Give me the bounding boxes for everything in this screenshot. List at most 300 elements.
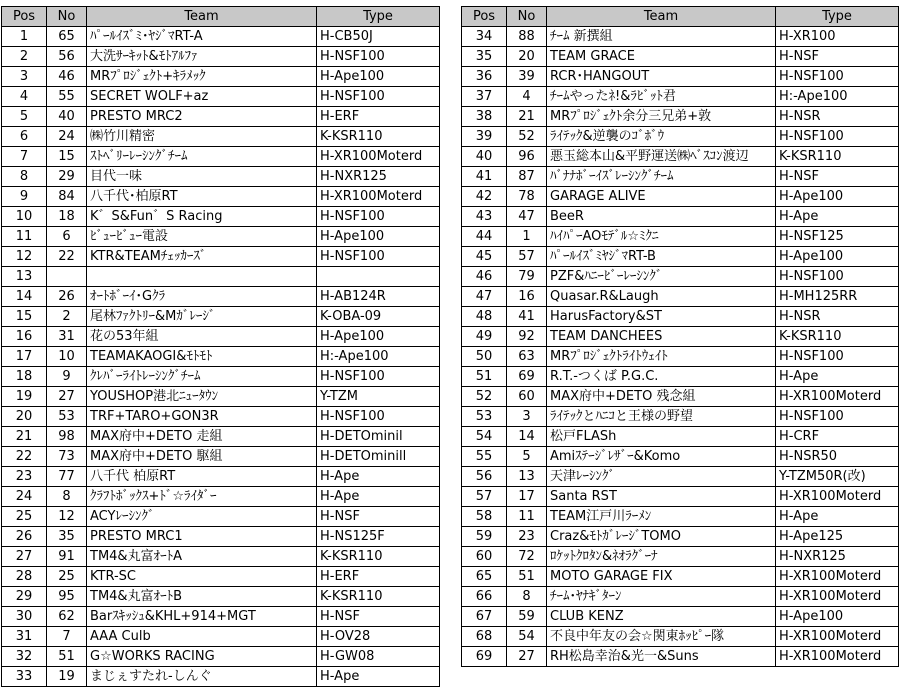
cell-team: ﾁｰﾑ･ﾔﾅｷﾞﾀｰﾝ	[547, 587, 776, 607]
cell-no: 11	[507, 507, 547, 527]
cell-team: HarusFactory&ST	[547, 307, 776, 327]
cell-pos: 14	[2, 287, 47, 307]
table-row	[2, 307, 440, 327]
cell-pos: 68	[462, 627, 507, 647]
cell-no: 3	[507, 407, 547, 427]
cell-pos: 18	[2, 367, 47, 387]
cell-no: 17	[507, 487, 547, 507]
cell-no: 7	[47, 627, 87, 647]
cell-no: 40	[47, 107, 87, 127]
cell-type: H-Ape	[317, 667, 440, 687]
table-row	[2, 127, 440, 147]
cell-no: 27	[507, 647, 547, 667]
table-row	[2, 107, 440, 127]
cell-type: H:-Ape100	[317, 347, 440, 367]
cell-no: 63	[507, 347, 547, 367]
cell-type: H-NSF125	[776, 227, 899, 247]
cell-pos: 54	[462, 427, 507, 447]
cell-pos: 12	[2, 247, 47, 267]
cell-pos: 41	[462, 167, 507, 187]
cell-type: H-XR100Moterd	[776, 567, 899, 587]
cell-pos: 66	[462, 587, 507, 607]
cell-no: 51	[47, 647, 87, 667]
table-row	[2, 627, 440, 647]
table-row	[2, 87, 440, 107]
cell-no: 22	[47, 247, 87, 267]
cell-type: H-Ape100	[317, 227, 440, 247]
cell-pos: 46	[462, 267, 507, 287]
cell-team: MAX府中+DETO 残念組	[547, 387, 776, 407]
cell-pos: 21	[2, 427, 47, 447]
cell-pos: 44	[462, 227, 507, 247]
table-row	[462, 347, 899, 367]
table-row	[462, 167, 899, 187]
cell-pos: 40	[462, 147, 507, 167]
cell-team: まじぇすたれ-しんぐ	[87, 667, 317, 687]
table-body-right	[462, 27, 899, 667]
cell-pos: 39	[462, 127, 507, 147]
cell-no: 52	[507, 127, 547, 147]
cell-no: 57	[507, 247, 547, 267]
cell-pos: 10	[2, 207, 47, 227]
cell-no: 18	[47, 207, 87, 227]
cell-team: 花の53年組	[87, 327, 317, 347]
cell-type: H-XR100	[776, 27, 899, 47]
cell-team: ﾁｰﾑ 新撰組	[547, 27, 776, 47]
cell-team: ㈱竹川精密	[87, 127, 317, 147]
cell-team: Barｽｷｯｼｭ&KHL+914+MGT	[87, 607, 317, 627]
cell-pos: 27	[2, 547, 47, 567]
cell-no: 15	[47, 147, 87, 167]
table-row	[2, 327, 440, 347]
cell-no: 78	[507, 187, 547, 207]
cell-type: H-Ape100	[317, 67, 440, 87]
cell-team: ﾁｰﾑやったﾈ!&ﾗﾋﾞｯﾄ君	[547, 87, 776, 107]
cell-team: ﾊﾞﾅﾅﾎﾞｰｲｽﾞﾚｰｼﾝｸﾞﾁｰﾑ	[547, 167, 776, 187]
cell-team: CLUB KENZ	[547, 607, 776, 627]
cell-type: H-XR100Moterd	[317, 187, 440, 207]
table-row	[2, 347, 440, 367]
table-row	[462, 407, 899, 427]
cell-type: H-Ape	[776, 207, 899, 227]
cell-type: H:-Ape100	[776, 87, 899, 107]
cell-no: 55	[47, 87, 87, 107]
cell-team: ﾗｲﾃｯｸとﾊﾆｺと王様の野望	[547, 407, 776, 427]
cell-team: ﾊﾟｰﾙｲｽﾞﾐﾔｼﾞﾏRT-B	[547, 247, 776, 267]
cell-no: 91	[47, 547, 87, 567]
table-row	[2, 667, 440, 687]
cell-no: 25	[47, 567, 87, 587]
cell-no: 10	[47, 347, 87, 367]
cell-team: 不良中年友の会☆関東ﾎｯﾋﾟｰ隊	[547, 627, 776, 647]
table-row	[462, 587, 899, 607]
cell-team: ﾊﾟｰﾙｲｽﾞﾐ･ﾔｼﾞﾏRT-A	[87, 27, 317, 47]
table-body-left	[2, 27, 440, 687]
cell-pos: 1	[2, 27, 47, 47]
cell-no: 5	[507, 447, 547, 467]
cell-pos: 5	[2, 107, 47, 127]
table-row	[2, 67, 440, 87]
cell-pos: 52	[462, 387, 507, 407]
cell-type: H-NSF100	[776, 407, 899, 427]
cell-type: H-XR100Moterd	[776, 647, 899, 667]
cell-pos: 7	[2, 147, 47, 167]
table-row	[2, 27, 440, 47]
cell-pos: 16	[2, 327, 47, 347]
cell-no: 47	[507, 207, 547, 227]
table-row	[462, 27, 899, 47]
table-row	[2, 187, 440, 207]
cell-type: H-DETOminil	[317, 427, 440, 447]
cell-no: 6	[47, 227, 87, 247]
table-row	[2, 247, 440, 267]
cell-type: H-CRF	[776, 427, 899, 447]
cell-pos: 67	[462, 607, 507, 627]
table-row	[462, 227, 899, 247]
cell-type: H-XR100Moterd	[776, 627, 899, 647]
cell-type: H-Ape100	[776, 607, 899, 627]
table-row	[462, 387, 899, 407]
cell-type: H-NXR125	[776, 547, 899, 567]
cell-type: H-Ape100	[776, 247, 899, 267]
cell-pos: 53	[462, 407, 507, 427]
cell-type: H-NSF100	[776, 67, 899, 87]
cell-pos: 50	[462, 347, 507, 367]
cell-no: 54	[507, 627, 547, 647]
table-row	[462, 127, 899, 147]
cell-no: 21	[507, 107, 547, 127]
header-no: No	[47, 7, 87, 27]
cell-team: TEAMAKAOGI&ﾓﾄﾓﾄ	[87, 347, 317, 367]
table-row	[2, 567, 440, 587]
cell-pos: 35	[462, 47, 507, 67]
cell-team: 目代一味	[87, 167, 317, 187]
cell-no: 9	[47, 367, 87, 387]
cell-no: 24	[47, 127, 87, 147]
cell-no: 13	[507, 467, 547, 487]
cell-pos: 47	[462, 287, 507, 307]
cell-team: KTR-SC	[87, 567, 317, 587]
cell-type: H-ERF	[317, 107, 440, 127]
cell-no: 95	[47, 587, 87, 607]
table-row	[2, 507, 440, 527]
cell-type: H-DETOminill	[317, 447, 440, 467]
cell-team: MAX府中+DETO 駆組	[87, 447, 317, 467]
cell-type: H-NSF100	[776, 347, 899, 367]
table-row	[462, 267, 899, 287]
cell-pos: 24	[2, 487, 47, 507]
table-row	[462, 647, 899, 667]
cell-no: 35	[47, 527, 87, 547]
cell-no: 23	[507, 527, 547, 547]
cell-type: H-NSR	[776, 307, 899, 327]
cell-type: H-NXR125	[317, 167, 440, 187]
header-row	[462, 7, 899, 27]
table-row	[2, 447, 440, 467]
cell-team: 尾林ﾌｧｸﾄﾘｰ&Mｶﾞﾚｰｼﾞ	[87, 307, 317, 327]
cell-team: PRESTO MRC2	[87, 107, 317, 127]
cell-type: K-KSR110	[317, 127, 440, 147]
cell-type: H-XR100Moterd	[776, 487, 899, 507]
cell-pos: 26	[2, 527, 47, 547]
cell-pos: 29	[2, 587, 47, 607]
cell-no: 72	[507, 547, 547, 567]
cell-team: PRESTO MRC1	[87, 527, 317, 547]
cell-no: 65	[47, 27, 87, 47]
cell-type: H-NSF	[317, 507, 440, 527]
cell-pos: 42	[462, 187, 507, 207]
cell-type: H-XR100Moterd	[776, 587, 899, 607]
cell-pos: 3	[2, 67, 47, 87]
cell-type: H-AB124R	[317, 287, 440, 307]
cell-team	[87, 267, 317, 287]
table-row	[2, 427, 440, 447]
cell-type: H-Ape	[776, 367, 899, 387]
table-row	[2, 527, 440, 547]
cell-pos: 2	[2, 47, 47, 67]
cell-pos: 31	[2, 627, 47, 647]
cell-pos: 33	[2, 667, 47, 687]
table-row	[2, 587, 440, 607]
cell-team: Quasar.R&Laugh	[547, 287, 776, 307]
cell-no: 14	[507, 427, 547, 447]
cell-pos: 45	[462, 247, 507, 267]
cell-pos: 30	[2, 607, 47, 627]
cell-pos: 36	[462, 67, 507, 87]
table-row	[462, 247, 899, 267]
cell-no: 2	[47, 307, 87, 327]
table-row	[2, 647, 440, 667]
table-row	[2, 267, 440, 287]
cell-pos: 55	[462, 447, 507, 467]
cell-team: TEAM GRACE	[547, 47, 776, 67]
results-table-left	[1, 6, 440, 687]
cell-team: TRF+TARO+GON3R	[87, 407, 317, 427]
header-no: No	[507, 7, 547, 27]
cell-team: GARAGE ALIVE	[547, 187, 776, 207]
cell-pos: 8	[2, 167, 47, 187]
table-row	[2, 547, 440, 567]
cell-pos: 23	[2, 467, 47, 487]
cell-team: BeeR	[547, 207, 776, 227]
cell-pos: 43	[462, 207, 507, 227]
cell-team: MOTO GARAGE FIX	[547, 567, 776, 587]
cell-type: H-Ape100	[776, 187, 899, 207]
cell-type: H-NSF100	[317, 367, 440, 387]
cell-pos: 38	[462, 107, 507, 127]
cell-type: Y-TZM	[317, 387, 440, 407]
cell-pos: 58	[462, 507, 507, 527]
cell-team: MRﾌﾟﾛｼﾞｪｸﾄ+ｷﾗﾒｯｸ	[87, 67, 317, 87]
table-row	[462, 187, 899, 207]
cell-team: YOUSHOP港北ﾆｭｰﾀｳﾝ	[87, 387, 317, 407]
cell-no: 31	[47, 327, 87, 347]
table-row	[462, 627, 899, 647]
cell-no: 46	[47, 67, 87, 87]
table-row	[462, 107, 899, 127]
cell-team: 大洗ｻｰｷｯﾄ&ﾓﾄｱﾙﾌｧ	[87, 47, 317, 67]
table-row	[462, 287, 899, 307]
header-type: Type	[776, 7, 899, 27]
cell-no: 87	[507, 167, 547, 187]
header-pos: Pos	[462, 7, 507, 27]
table-row	[462, 207, 899, 227]
results-table-right	[461, 6, 899, 667]
cell-team: TM4&丸富ｵｰﾄB	[87, 587, 317, 607]
cell-type: H-Ape100	[317, 327, 440, 347]
cell-pos: 60	[462, 547, 507, 567]
table-row	[2, 147, 440, 167]
cell-team: PZF&ﾊﾆｰﾋﾞｰﾚｰｼﾝｸﾞ	[547, 267, 776, 287]
cell-no: 77	[47, 467, 87, 487]
table-row	[462, 427, 899, 447]
cell-type: H-NS125F	[317, 527, 440, 547]
table-row	[462, 47, 899, 67]
cell-team: 八千代･柏原RT	[87, 187, 317, 207]
cell-type	[317, 267, 440, 287]
cell-no: 26	[47, 287, 87, 307]
cell-team: RH松島幸治&光一&Suns	[547, 647, 776, 667]
cell-team: G☆WORKS RACING	[87, 647, 317, 667]
cell-type: H-NSF100	[317, 47, 440, 67]
cell-team: 天津ﾚｰｼﾝｸﾞ	[547, 467, 776, 487]
cell-no: 59	[507, 607, 547, 627]
cell-no: 60	[507, 387, 547, 407]
cell-no: 62	[47, 607, 87, 627]
cell-team: ｽﾄﾍﾞﾘｰﾚｰｼﾝｸﾞﾁｰﾑ	[87, 147, 317, 167]
header-pos: Pos	[2, 7, 47, 27]
table-row	[462, 447, 899, 467]
cell-team: ｸﾚﾊﾞｰﾗｲﾄﾚｰｼﾝｸﾞﾁｰﾑ	[87, 367, 317, 387]
cell-pos: 15	[2, 307, 47, 327]
cell-type: H-NSF100	[317, 407, 440, 427]
cell-type: H-NSR	[776, 107, 899, 127]
cell-no: 51	[507, 567, 547, 587]
table-row	[462, 87, 899, 107]
cell-no: 8	[47, 487, 87, 507]
cell-team: KTR&TEAMﾁｪｯｶｰｽﾞ	[87, 247, 317, 267]
cell-pos: 51	[462, 367, 507, 387]
cell-pos: 20	[2, 407, 47, 427]
cell-type: H-NSF100	[317, 247, 440, 267]
cell-team: TEAM江戸川ﾗｰﾒﾝ	[547, 507, 776, 527]
cell-type: H-NSF100	[776, 267, 899, 287]
cell-team: ﾋﾞｭｰﾋﾞｭｰ電設	[87, 227, 317, 247]
table-row	[462, 307, 899, 327]
table-row	[2, 387, 440, 407]
cell-type: H-NSF	[776, 47, 899, 67]
cell-type: Y-TZM50R(改)	[776, 467, 899, 487]
cell-type: K-KSR110	[317, 547, 440, 567]
cell-type: H-Ape125	[776, 527, 899, 547]
cell-team: K゛S&Fun゛S Racing	[87, 207, 317, 227]
cell-team: ｵｰﾄﾎﾞｰｲ･Gｸﾗ	[87, 287, 317, 307]
table-row	[2, 167, 440, 187]
table-row	[462, 567, 899, 587]
cell-pos: 48	[462, 307, 507, 327]
cell-team: AAA Culb	[87, 627, 317, 647]
cell-no: 84	[47, 187, 87, 207]
cell-no: 29	[47, 167, 87, 187]
cell-type: H-Ape	[776, 507, 899, 527]
table-row	[2, 607, 440, 627]
cell-no: 98	[47, 427, 87, 447]
table-row	[462, 327, 899, 347]
cell-team: TEAM DANCHEES	[547, 327, 776, 347]
cell-team: ﾗｲﾃｯｸ&逆襲のｺﾞﾎﾞｳ	[547, 127, 776, 147]
cell-no: 27	[47, 387, 87, 407]
cell-no: 4	[507, 87, 547, 107]
table-row	[462, 547, 899, 567]
cell-team: 悪玉総本山&平野運送㈱ﾍﾞｽｺﾝ渡辺	[547, 147, 776, 167]
cell-no: 19	[47, 667, 87, 687]
cell-pos: 13	[2, 267, 47, 287]
cell-no: 92	[507, 327, 547, 347]
cell-no: 73	[47, 447, 87, 467]
cell-type: K-KSR110	[776, 327, 899, 347]
cell-team: 八千代 柏原RT	[87, 467, 317, 487]
cell-pos: 56	[462, 467, 507, 487]
cell-type: K-KSR110	[317, 587, 440, 607]
cell-team: Craz&ﾓﾄｶﾞﾚｰｼﾞTOMO	[547, 527, 776, 547]
cell-team: MAX府中+DETO 走組	[87, 427, 317, 447]
cell-no: 41	[507, 307, 547, 327]
cell-pos: 69	[462, 647, 507, 667]
table-row	[2, 467, 440, 487]
cell-team: R.T.-つくば P.G.C.	[547, 367, 776, 387]
cell-team: ﾛｹｯﾄｸﾛﾀﾝ&ﾈｵﾗｸﾞｰﾅ	[547, 547, 776, 567]
cell-pos: 25	[2, 507, 47, 527]
cell-type: H-MH125RR	[776, 287, 899, 307]
table-row	[2, 47, 440, 67]
cell-type: H-NSF100	[776, 127, 899, 147]
cell-pos: 32	[2, 647, 47, 667]
cell-team: RCR･HANGOUT	[547, 67, 776, 87]
cell-no: 20	[507, 47, 547, 67]
table-row	[462, 67, 899, 87]
cell-no: 88	[507, 27, 547, 47]
table-row	[2, 407, 440, 427]
cell-no: 12	[47, 507, 87, 527]
cell-no: 56	[47, 47, 87, 67]
cell-no: 96	[507, 147, 547, 167]
cell-team: ACYﾚｰｼﾝｸﾞ	[87, 507, 317, 527]
cell-no: 1	[507, 227, 547, 247]
cell-type: H-GW08	[317, 647, 440, 667]
cell-type: H-CB50J	[317, 27, 440, 47]
cell-type: H-OV28	[317, 627, 440, 647]
table-row	[2, 287, 440, 307]
cell-no: 8	[507, 587, 547, 607]
cell-type: H-NSF100	[317, 207, 440, 227]
cell-pos: 59	[462, 527, 507, 547]
cell-type: H-NSF	[317, 607, 440, 627]
cell-team: TM4&丸富ｵｰﾄA	[87, 547, 317, 567]
cell-type: H-NSF100	[317, 87, 440, 107]
cell-type: K-KSR110	[776, 147, 899, 167]
cell-type: K-OBA-09	[317, 307, 440, 327]
table-row	[462, 147, 899, 167]
cell-no	[47, 267, 87, 287]
cell-pos: 19	[2, 387, 47, 407]
cell-type: H-Ape	[317, 487, 440, 507]
cell-pos: 6	[2, 127, 47, 147]
table-row	[462, 527, 899, 547]
cell-type: H-ERF	[317, 567, 440, 587]
cell-type: H-XR100Moterd	[776, 387, 899, 407]
cell-no: 79	[507, 267, 547, 287]
table-row	[2, 207, 440, 227]
